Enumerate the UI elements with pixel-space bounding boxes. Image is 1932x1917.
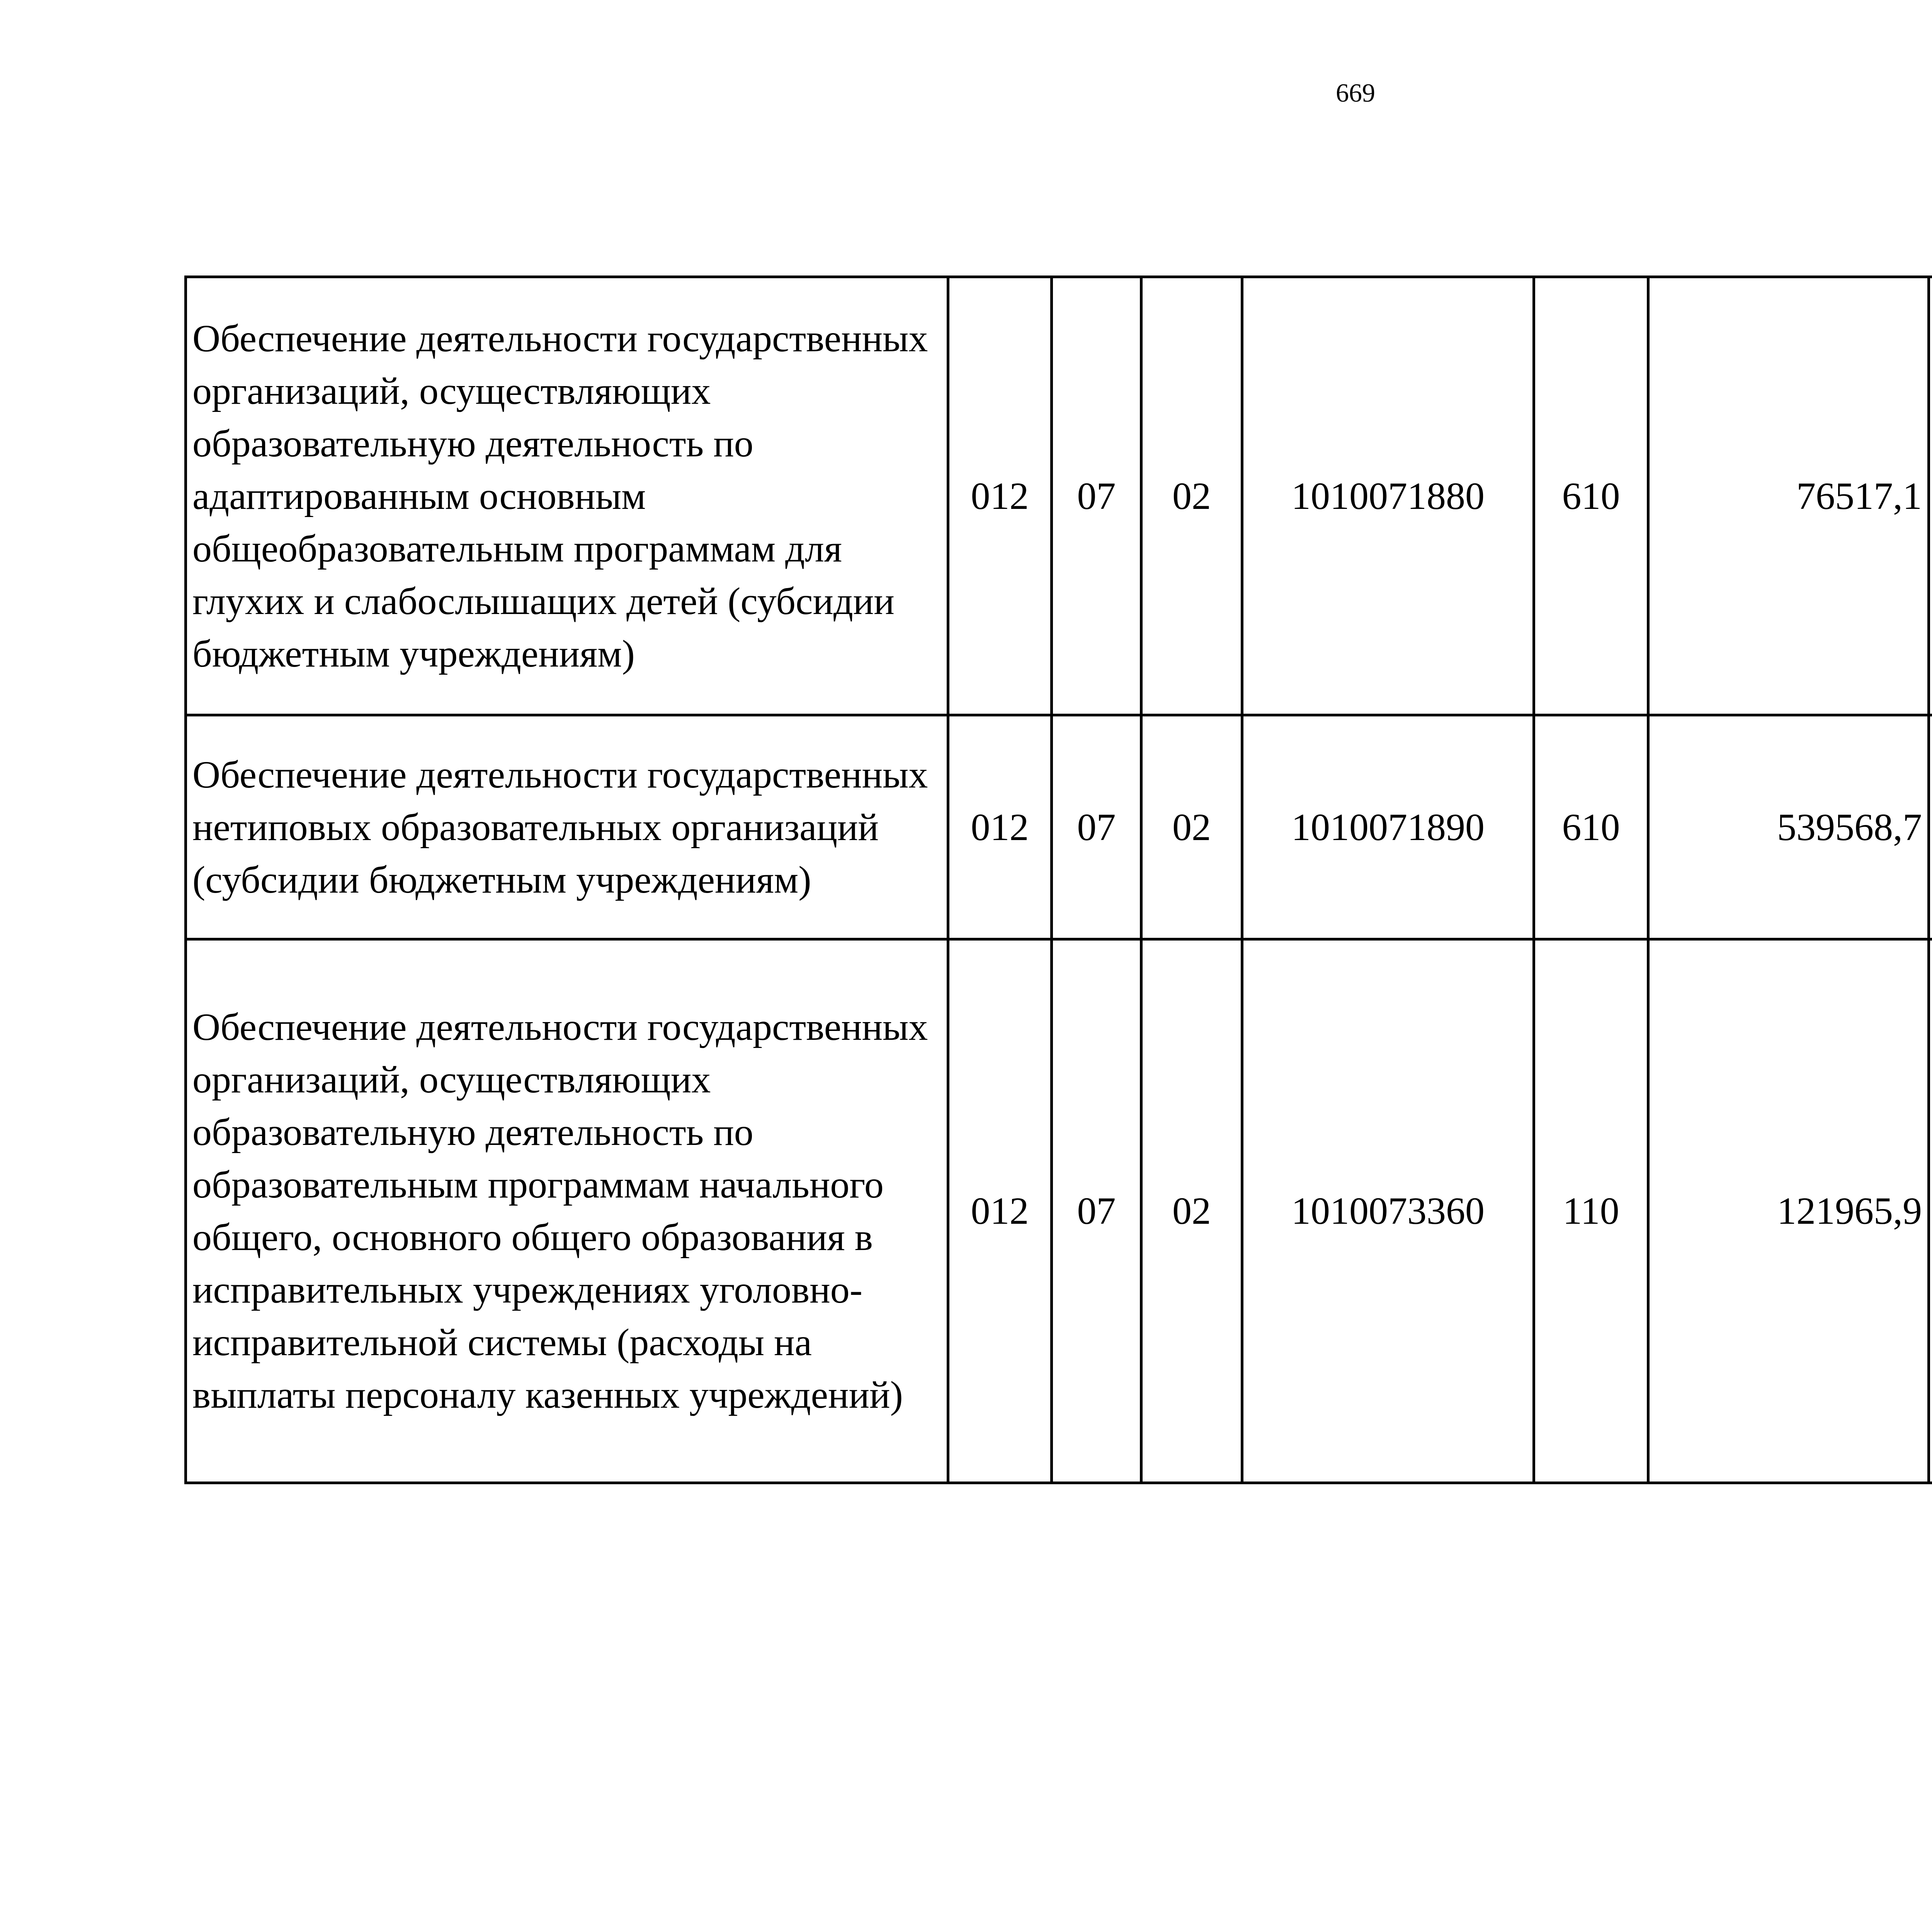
row-description: Обеспечение деятельности государственных организаций, осуществляющих образовательную деятельность по образовательным программам начального общего, основного общего образования в исправительных учреждениях уголовно-исправительной системы (расходы на выплаты персоналу казенных учреждений): [186, 939, 948, 1483]
amount-year-1: 539568,7: [1648, 715, 1929, 939]
amount-year-2: [1929, 939, 1932, 1483]
expense-type-code: 610: [1534, 715, 1648, 939]
subsection-code: 02: [1141, 715, 1242, 939]
budget-table: [184, 276, 1932, 1484]
subsection-code: 02: [1141, 939, 1242, 1483]
amount-year-1: 76517,1: [1648, 277, 1929, 715]
expense-type-code: 610: [1534, 277, 1648, 715]
target-article-code: 1010073360: [1242, 939, 1534, 1483]
subsection-code: 02: [1141, 277, 1242, 715]
row-description: Обеспечение деятельности государственных организаций, осуществляющих образовательную деятельность по адаптированным основным общеобразовательным программам для глухих и слабослышащих детей (субсидии бюджетным учреждениям): [186, 277, 948, 715]
page-number: 669: [1336, 78, 1375, 107]
row-description: Обеспечение деятельности государственных нетиповых образовательных организаций (субсидии бюджетным учреждениям): [186, 715, 948, 939]
ministry-code: 012: [948, 715, 1052, 939]
table-row: [186, 715, 1932, 939]
amount-year-1: 121965,9: [1648, 939, 1929, 1483]
amount-year-2: [1929, 277, 1932, 715]
target-article-code: 1010071880: [1242, 277, 1534, 715]
section-code: 07: [1052, 277, 1141, 715]
ministry-code: 012: [948, 277, 1052, 715]
amount-year-2: [1929, 715, 1932, 939]
section-code: 07: [1052, 939, 1141, 1483]
table-row: [186, 277, 1932, 715]
target-article-code: 1010071890: [1242, 715, 1534, 939]
table-row: [186, 939, 1932, 1483]
expense-type-code: 110: [1534, 939, 1648, 1483]
section-code: 07: [1052, 715, 1141, 939]
ministry-code: 012: [948, 939, 1052, 1483]
